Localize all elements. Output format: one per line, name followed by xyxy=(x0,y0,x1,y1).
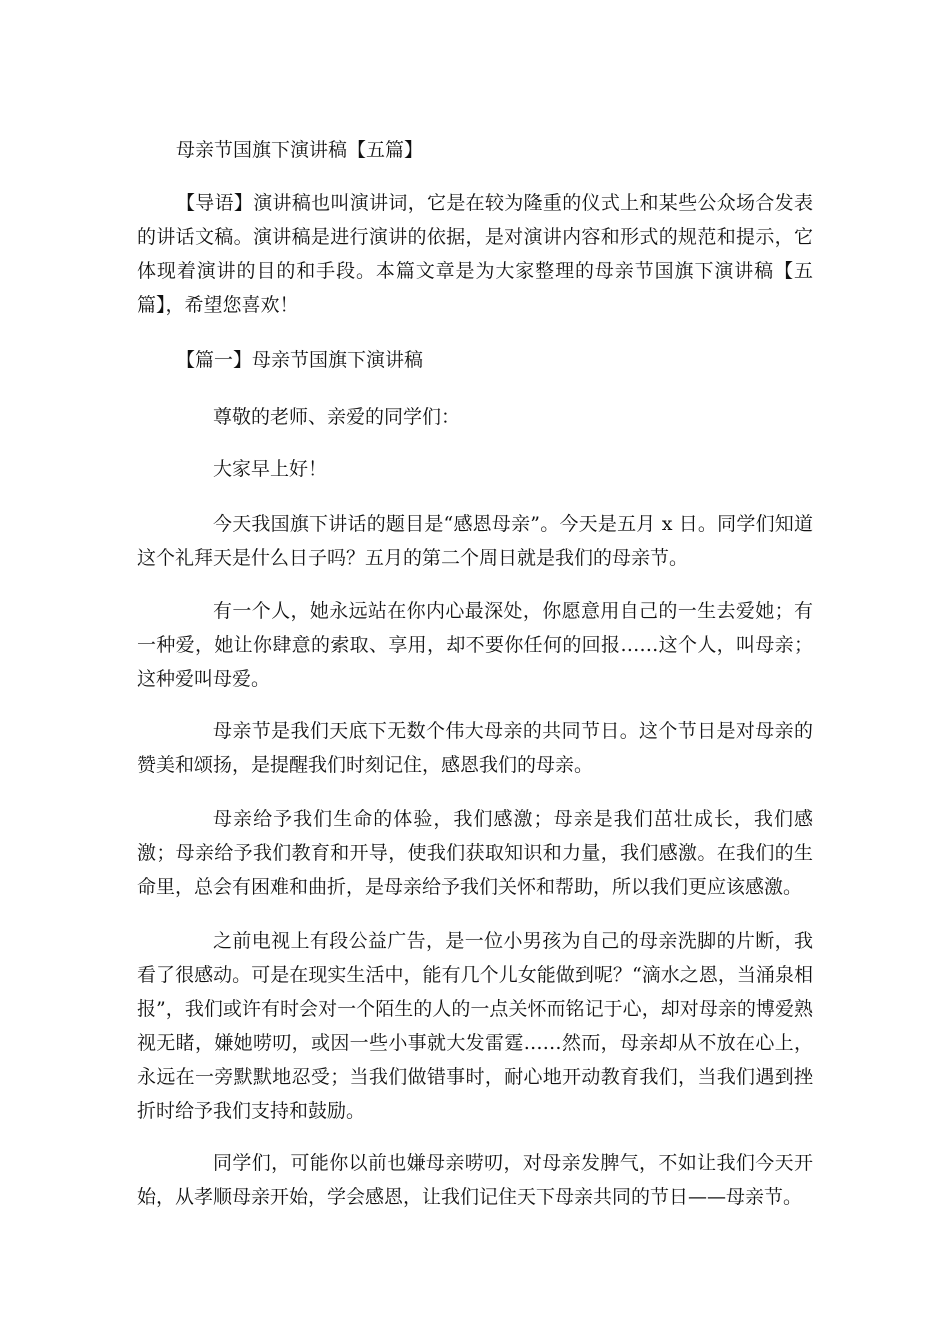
body-paragraph: 今天我国旗下讲话的题目是“感恩母亲”。今天是五月 x 日。同学们知道这个礼拜天是什么日子吗？五月的第二个周日就是我们的母亲节。 xyxy=(137,513,813,569)
document-title: 母亲节国旗下演讲稿【五篇】 xyxy=(176,139,424,161)
body-paragraph: 母亲节是我们天底下无数个伟大母亲的共同节日。这个节日是对母亲的赞美和颂扬，是提醒我们时刻记住，感恩我们的母亲。 xyxy=(137,720,813,776)
greeting-line: 尊敬的老师、亲爱的同学们： xyxy=(213,406,461,428)
morning-greeting: 大家早上好！ xyxy=(213,458,328,480)
body-paragraph: 有一个人，她永远站在你内心最深处，你愿意用自己的一生去爱她；有一种爱，她让你肆意的索取、享用，却不要你任何的回报……这个人，叫母亲；这种爱叫母爱。 xyxy=(137,600,813,690)
body-paragraph: 之前电视上有段公益广告，是一位小男孩为自己的母亲洗脚的片断，我看了很感动。可是在现实生活中，能有几个儿女能做到呢？“滴水之恩，当涌泉相报”，我们或许有时会对一个陌生的人的一点关怀而铭记于心，却对母亲的博爱熟视无睹，嫌她唠叨，或因一些小事就大发雷霆……然而，母亲却从不放在心上，永远在一旁默默地忍受；当我们做错事时，耐心地开动教育我们，当我们遇到挫折时给予我们支持和鼓励。 xyxy=(137,930,813,1122)
body-paragraph: 同学们，可能你以前也嫌母亲唠叨，对母亲发脾气，不如让我们今天开始，从孝顺母亲开始，学会感恩，让我们记住天下母亲共同的节日——母亲节。 xyxy=(137,1152,813,1208)
intro-paragraph: 【导语】演讲稿也叫演讲词，它是在较为隆重的仪式上和某些公众场合发表的讲话文稿。演讲稿是进行演讲的依据，是对演讲内容和形式的规范和提示，它体现着演讲的目的和手段。本篇文章是为大家整理的母亲节国旗下演讲稿【五篇】，希望您喜欢！ xyxy=(137,192,813,316)
section-heading: 【篇一】母亲节国旗下演讲稿 xyxy=(176,349,424,371)
body-paragraph: 母亲给予我们生命的体验，我们感激；母亲是我们茁壮成长，我们感激；母亲给予我们教育和开导，使我们获取知识和力量，我们感激。在我们的生命里，总会有困难和曲折，是母亲给予我们关怀和帮助，所以我们更应该感激。 xyxy=(137,808,813,898)
